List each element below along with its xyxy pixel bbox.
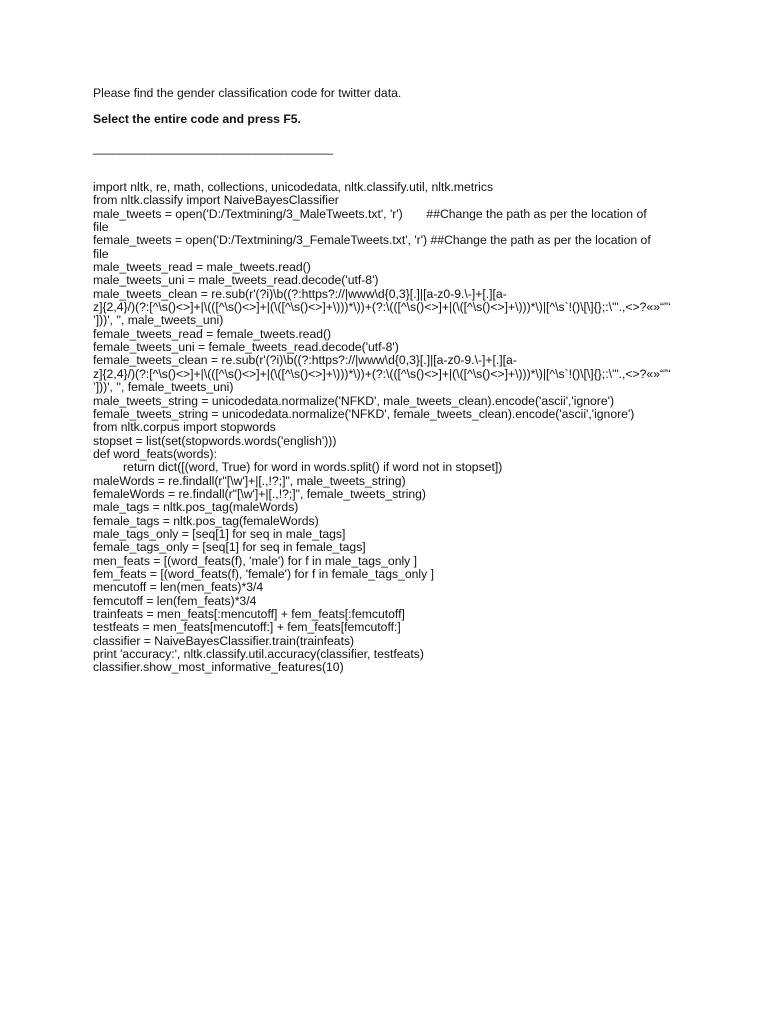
code-line: femaleWords = re.findall(r"[\w']+|[.,!?;]", female_tweets_string) — [93, 486, 426, 501]
code-line: male_tweets_uni = male_tweets_read.decode('utf-8') — [93, 273, 379, 288]
code-line: male_tweets = open('D:/Textmining/3_MaleTweets.txt', 'r') ##Change the path as per the location of — [93, 206, 647, 221]
code-line: fem_feats = [(word_feats(f), 'female') for f in female_tags_only ] — [93, 566, 434, 581]
code-line: from nltk.corpus import stopwords — [93, 420, 276, 435]
code-line: female_tweets = open('D:/Textmining/3_FemaleTweets.txt', 'r') ##Change the path as per the location of — [93, 233, 651, 248]
instruction-heading: Select the entire code and press F5. — [93, 112, 301, 126]
code-line: female_tags_only = [seq[1] for seq in female_tags] — [93, 540, 366, 555]
code-line: z]{2,4}/)(?:[^\s()<>]+|\(([^\s()<>]+|(\([^\s()<>]+\)))*\))+(?:\(([^\s()<>]+|(\([^\s()<>]+\)))*\)|[^\s`!()\[\]{};:\'".,<>?«»“”‘ — [93, 300, 671, 315]
code-line: male_tweets_clean = re.sub(r'(?i)\b((?:https?://|www\d{0,3}[.]|[a-z0-9.\-]+[.][a- — [93, 286, 507, 301]
separator-line: _____________________________________ — [93, 141, 333, 155]
document-page — [93, 86, 671, 675]
code-line: file — [93, 246, 109, 261]
code-line: female_tweets_clean = re.sub(r'(?i)\b((?:https?://|www\d{0,3}[.]|[a-z0-9.\-]+[.][a- — [93, 353, 517, 368]
code-line: classifier.show_most_informative_features(10) — [93, 660, 344, 675]
code-line: return dict([(word, True) for word in words.split() if word not in stopset]) — [123, 460, 503, 475]
code-line: stopset = list(set(stopwords.words('english'))) — [93, 433, 337, 448]
code-line: from nltk.classify import NaiveBayesClassifier — [93, 193, 339, 208]
code-line: female_tweets_uni = female_tweets_read.decode('utf-8') — [93, 340, 399, 355]
code-line: femcutoff = len(fem_feats)*3/4 — [93, 593, 257, 608]
code-line: men_feats = [(word_feats(f), 'male') for f in male_tags_only ] — [93, 553, 418, 568]
code-line: male_tags_only = [seq[1] for seq in male_tags] — [93, 526, 346, 541]
code-line: female_tweets_string = unicodedata.normalize('NFKD', female_tweets_clean).encode('ascii','ignore') — [93, 406, 635, 421]
code-line: mencutoff = len(men_feats)*3/4 — [93, 580, 264, 595]
code-line: trainfeats = men_feats[:mencutoff] + fem_feats[:femcutoff] — [93, 607, 405, 621]
code-line: male_tags = nltk.pos_tag(maleWords) — [93, 500, 299, 515]
code-line: female_tweets_read = female_tweets.read() — [93, 326, 332, 341]
code-line: ’]))', '', female_tweets_uni) — [93, 380, 234, 395]
code-line: female_tags = nltk.pos_tag(femaleWords) — [93, 513, 319, 528]
code-line: import nltk, re, math, collections, unicodedata, nltk.classify.util, nltk.metrics — [93, 180, 494, 194]
code-line: file — [93, 220, 109, 235]
code-line: male_tweets_read = male_tweets.read() — [93, 260, 311, 275]
code-line: male_tweets_string = unicodedata.normalize('NFKD', male_tweets_clean).encode('ascii','ignore') — [93, 393, 615, 408]
code-line: testfeats = men_feats[mencutoff:] + fem_feats[femcutoff:] — [93, 620, 401, 635]
code-line: ’]))', '', male_tweets_uni) — [93, 313, 224, 328]
code-line: print 'accuracy:', nltk.classify.util.accuracy(classifier, testfeats) — [93, 647, 424, 662]
intro-text: Please find the gender classification code for twitter data. — [93, 86, 402, 100]
code-block — [93, 180, 671, 675]
code-line: def word_feats(words): — [93, 446, 217, 461]
code-line: classifier = NaiveBayesClassifier.train(trainfeats) — [93, 633, 355, 648]
code-line: z]{2,4}/)(?:[^\s()<>]+|\(([^\s()<>]+|(\([^\s()<>]+\)))*\))+(?:\(([^\s()<>]+|(\([^\s()<>]+\)))*\)|[^\s`!()\[\]{};:\'".,<>?«»“”‘ — [93, 366, 671, 381]
code-line: maleWords = re.findall(r"[\w']+|[.,!?;]", male_tweets_string) — [93, 473, 406, 488]
